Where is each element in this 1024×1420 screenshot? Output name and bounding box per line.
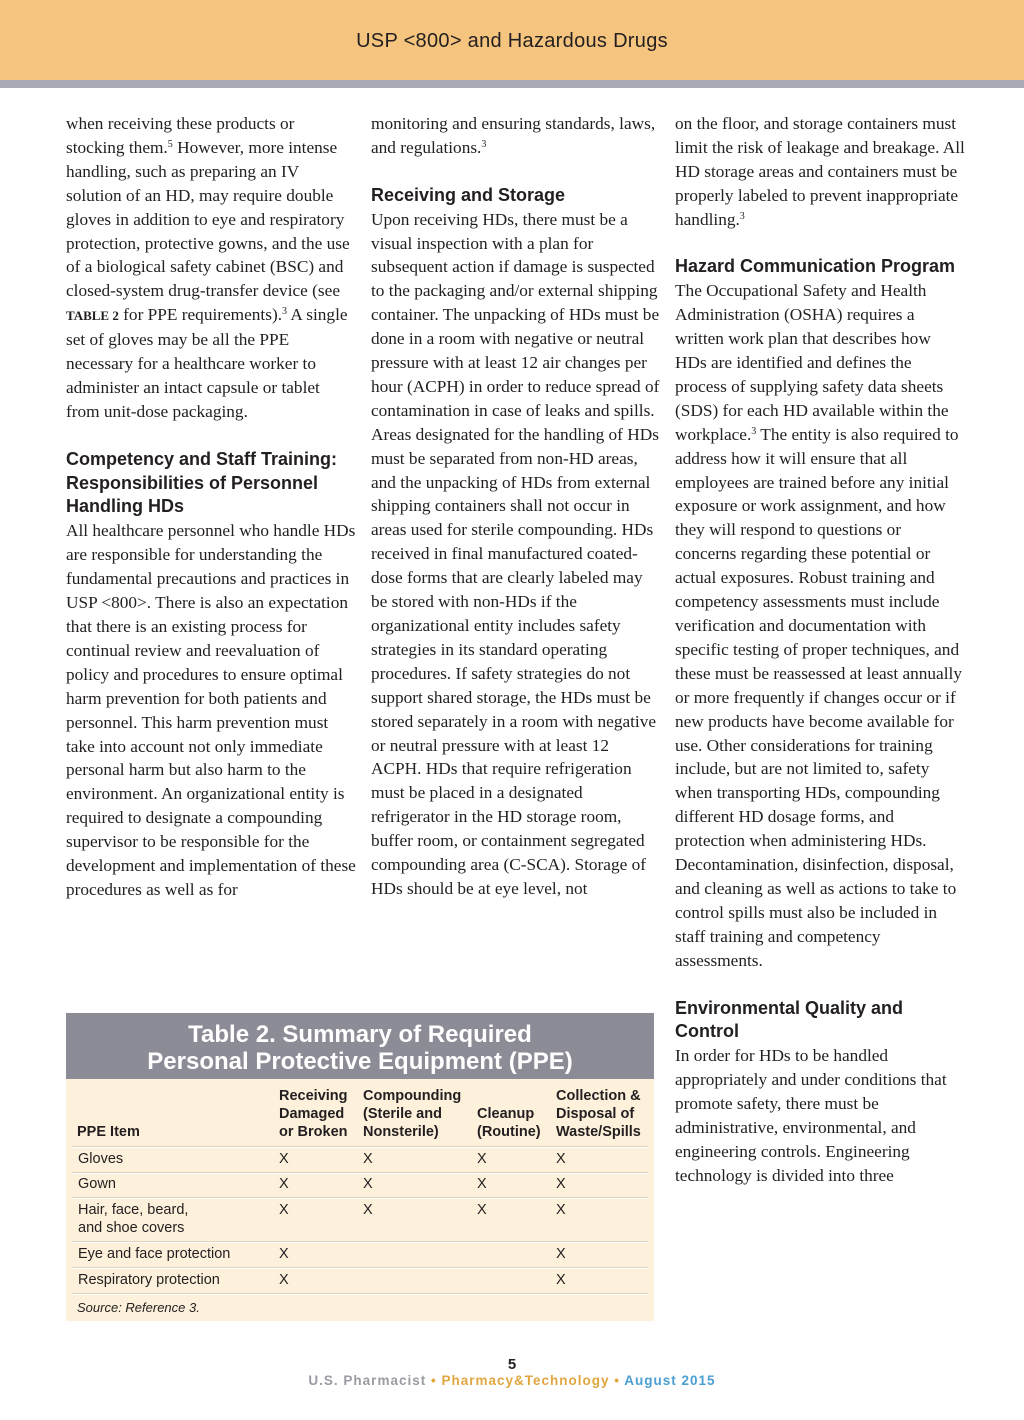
column-header-collection: Collection & Disposal of Waste/Spills — [556, 1088, 641, 1140]
footer-separator: • — [614, 1373, 621, 1388]
paragraph: when receiving these products or stocking them.$^5$ However, more intense handling, such as preparing an IV solution of an HD, may require double gloves in addition to eye and respiratory protection, protective gowns, and the use of a biological safety cabinet (BSC) and closed-system drug-transfer device (see TABLE 2 for PPE requirements).$^3$ A single set of gloves may be all the PPE necessary for a healthcare worker to administer an intact capsule or tablet from unit-dose packaging. — [66, 114, 350, 421]
paragraph: In order for HDs to be handled appropriately and under conditions that promote safety, there must be administrative, environmental, and engineering controls. Engineering technology is divided into three — [675, 1046, 947, 1185]
column-2 — [371, 112, 661, 901]
table-source-note: Source: Reference 3. — [77, 1300, 200, 1315]
reference-superscript: 3 — [282, 306, 288, 318]
reference-superscript: 3 — [739, 210, 745, 222]
column-header-ppe-item: PPE Item — [77, 1124, 140, 1140]
reference-superscript: 3 — [751, 425, 757, 437]
table-title: Table 2. Summary of Required Personal Protective Equipment (PPE) — [66, 1013, 654, 1079]
paragraph: monitoring and ensuring standards, laws, and regulations.$^3$ — [371, 114, 656, 157]
section-heading-competency: Competency and Staff Training: Responsibilities of Personnel Handling HDs — [66, 448, 338, 517]
table-divider — [72, 1267, 648, 1269]
table-reference: TABLE 2 — [66, 308, 119, 324]
paragraph: All healthcare personnel who handle HDs are responsible for understanding the fundamental precautions and practices in USP <800>. There is also an expectation that there is an existing process for continual review and reevaluation of policy and procedures to ensure optimal harm prevention for both patients and personnel. This harm prevention must take into account not only immediate personal harm but also harm to the environment. An organizational entity is required to designate a compounding supervisor to be responsible for the development and implementation of these procedures as well as for — [66, 521, 356, 899]
reference-superscript: 5 — [167, 138, 173, 150]
column-header-compounding: Compounding (Sterile and Nonsterile) — [363, 1088, 462, 1140]
page-header-title: USP <800> and Hazardous Drugs — [356, 30, 668, 52]
table-divider — [72, 1197, 648, 1199]
footer-publication: U.S. Pharmacist — [308, 1373, 427, 1388]
column-header-receiving: Receiving Damaged or Broken — [279, 1088, 348, 1140]
column-1 — [66, 112, 356, 902]
section-heading-hazard-communication: Hazard Communication Program — [675, 256, 956, 277]
reference-superscript: 3 — [481, 138, 487, 150]
paragraph: The Occupational Safety and Health Administration (OSHA) requires a written work plan that describes how HDs are identified and defines the process of supplying safety data sheets (SDS) for each HD available within the workplace.$^3$ The entity is also required to address how it will ensure that all employees are trained before any initial exposure or work assignment, and how they will respond to questions or concerns regarding these potential or actual exposures. Robust training and competency assessments must include verification and documentation with specific testing of proper techniques, and these must be reassessed at least annually or more frequently if changes occur or if new products have become available for use. Other considerations for training include, but are not limited to, safety when transporting HDs, compounding different HD dosage forms, and protection when administering HDs. Decontamination, disinfection, disposal, and cleaning as well as actions to take to control spills must also be included in staff training and competency assessments. — [675, 281, 962, 970]
table-header-row — [66, 1087, 654, 1147]
paragraph: on the floor, and storage containers must limit the risk of leakage and breakage. All HD storage areas and containers must be properly labeled to prevent inappropriate handling.$^3$ — [675, 114, 965, 229]
table-divider — [72, 1146, 648, 1148]
footer-publication-line — [0, 1373, 1024, 1388]
table-divider — [72, 1241, 648, 1243]
footer-separator: • — [430, 1373, 437, 1388]
footer-section: Pharmacy&Technology — [441, 1373, 610, 1388]
section-heading-receiving-storage: Receiving and Storage — [371, 184, 566, 205]
column-header-cleanup: Cleanup (Routine) — [477, 1106, 541, 1140]
section-heading-environmental-quality: Environmental Quality and Control — [675, 997, 904, 1042]
ppe-summary-table: Table 2. Summary of Required Personal Protective Equipment (PPE) PPE Item Receiving Damaged or Broken Compounding (Sterile and Nonsterile) Cleanup (Routine) Collection & Disposal of Waste/Spills Gloves X X X X Gown X X X X Hair, face, beard, and shoe covers X X X X Eye and face protection X X Respiratory protection X X Source: Reference 3. — [66, 1013, 654, 1321]
table-divider — [72, 1293, 648, 1295]
footer-date: August 2015 — [624, 1373, 716, 1388]
paragraph: Upon receiving HDs, there must be a visual inspection with a plan for subsequent action if damage is suspected to the packaging and/or external shipping container. The unpacking of HDs must be done in a room with negative or neutral pressure with at least 12 air changes per hour (ACPH) in order to reduce spread of contamination in case of leaks and spills. Areas designated for the handling of HDs must be separated from non-HD areas, and the unpacking of HDs from external shipping containers shall not occur in areas used for sterile compounding. HDs received in final manufactured coated-dose forms that are clearly labeled may be stored with non-HDs if the organizational entity includes safety strategies in its standard operating procedures. If safety strategies do not support shared storage, the HDs must be stored separately in a room with negative or neutral pressure with at least 12 ACPH. HDs that require refrigeration must be placed in a designated refrigerator in the HD storage room, buffer room, or containment segregated compounding area (C-SCA). Storage of HDs should be at eye level, not — [371, 209, 660, 898]
page-number: 5 — [507, 1356, 517, 1373]
header-rule — [0, 80, 1024, 88]
column-3 — [675, 112, 965, 1188]
table-divider — [72, 1172, 648, 1174]
